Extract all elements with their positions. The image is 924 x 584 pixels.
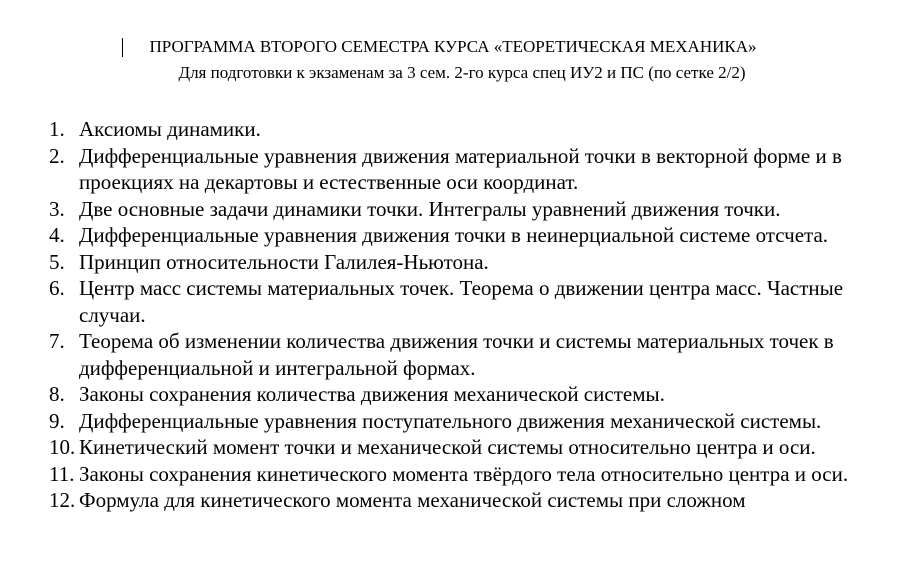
item-number: 3. xyxy=(49,196,65,221)
item-number: 11. xyxy=(49,461,75,486)
item-text: Дифференциальные уравнения поступательного движения механической системы. xyxy=(79,408,822,433)
list-item xyxy=(0,116,924,143)
list-item xyxy=(0,249,924,276)
item-text: Теорема об изменении количества движения точки и системы материальных точек в дифференциальной и интегральной формах. xyxy=(79,329,834,380)
list-item xyxy=(0,143,924,196)
item-number: 1. xyxy=(49,117,65,141)
item-text: Формула для кинетического момента механической системы при сложном xyxy=(79,488,746,512)
item-number: 8. xyxy=(49,382,65,406)
list-item xyxy=(0,222,924,249)
item-text: Законы сохранения количества движения механической системы. xyxy=(79,382,665,406)
item-number: 9. xyxy=(49,408,65,433)
item-number: 2. xyxy=(49,143,65,168)
item-number: 7. xyxy=(49,329,65,353)
item-text: Две основные задачи динамики точки. Интегралы уравнений движения точки. xyxy=(79,196,781,221)
list-item xyxy=(0,381,924,408)
topic-list xyxy=(0,116,924,514)
item-number: 10. xyxy=(49,435,76,459)
item-number: 5. xyxy=(49,249,65,274)
list-item xyxy=(0,461,924,488)
list-item xyxy=(0,487,924,514)
list-item xyxy=(0,408,924,435)
list-item xyxy=(0,434,924,461)
list-item xyxy=(0,328,924,381)
item-text: Центр масс системы материальных точек. Теорема о движении центра масс. Частные случаи. xyxy=(79,276,844,327)
list-item xyxy=(0,275,924,328)
document-title: ПРОГРАММА ВТОРОГО СЕМЕСТРА КУРСА «ТЕОРЕТИЧЕСКАЯ МЕХАНИКА» xyxy=(149,37,757,56)
item-text: Дифференциальные уравнения движения материальной точки в векторной форме и в проекциях на декартовы и естественные оси координат. xyxy=(79,143,842,194)
item-text: Дифференциальные уравнения движения точки в неинерциальной системе отсчета. xyxy=(79,223,829,247)
item-number: 6. xyxy=(49,276,65,300)
item-number: 4. xyxy=(49,223,65,247)
item-number: 12. xyxy=(49,488,76,512)
item-text: Законы сохранения кинетического момента твёрдого тела относительно центра и оси. xyxy=(79,461,849,486)
document-subtitle: Для подготовки к экзаменам за 3 сем. 2-го курса спец ИУ2 и ПС (по сетке 2/2) xyxy=(178,63,746,82)
item-text: Принцип относительности Галилея-Ньютона. xyxy=(79,249,489,274)
list-item xyxy=(0,196,924,223)
item-text: Аксиомы динамики. xyxy=(79,117,261,141)
item-text: Кинетический момент точки и механической системы относительно центра и оси. xyxy=(79,435,816,459)
